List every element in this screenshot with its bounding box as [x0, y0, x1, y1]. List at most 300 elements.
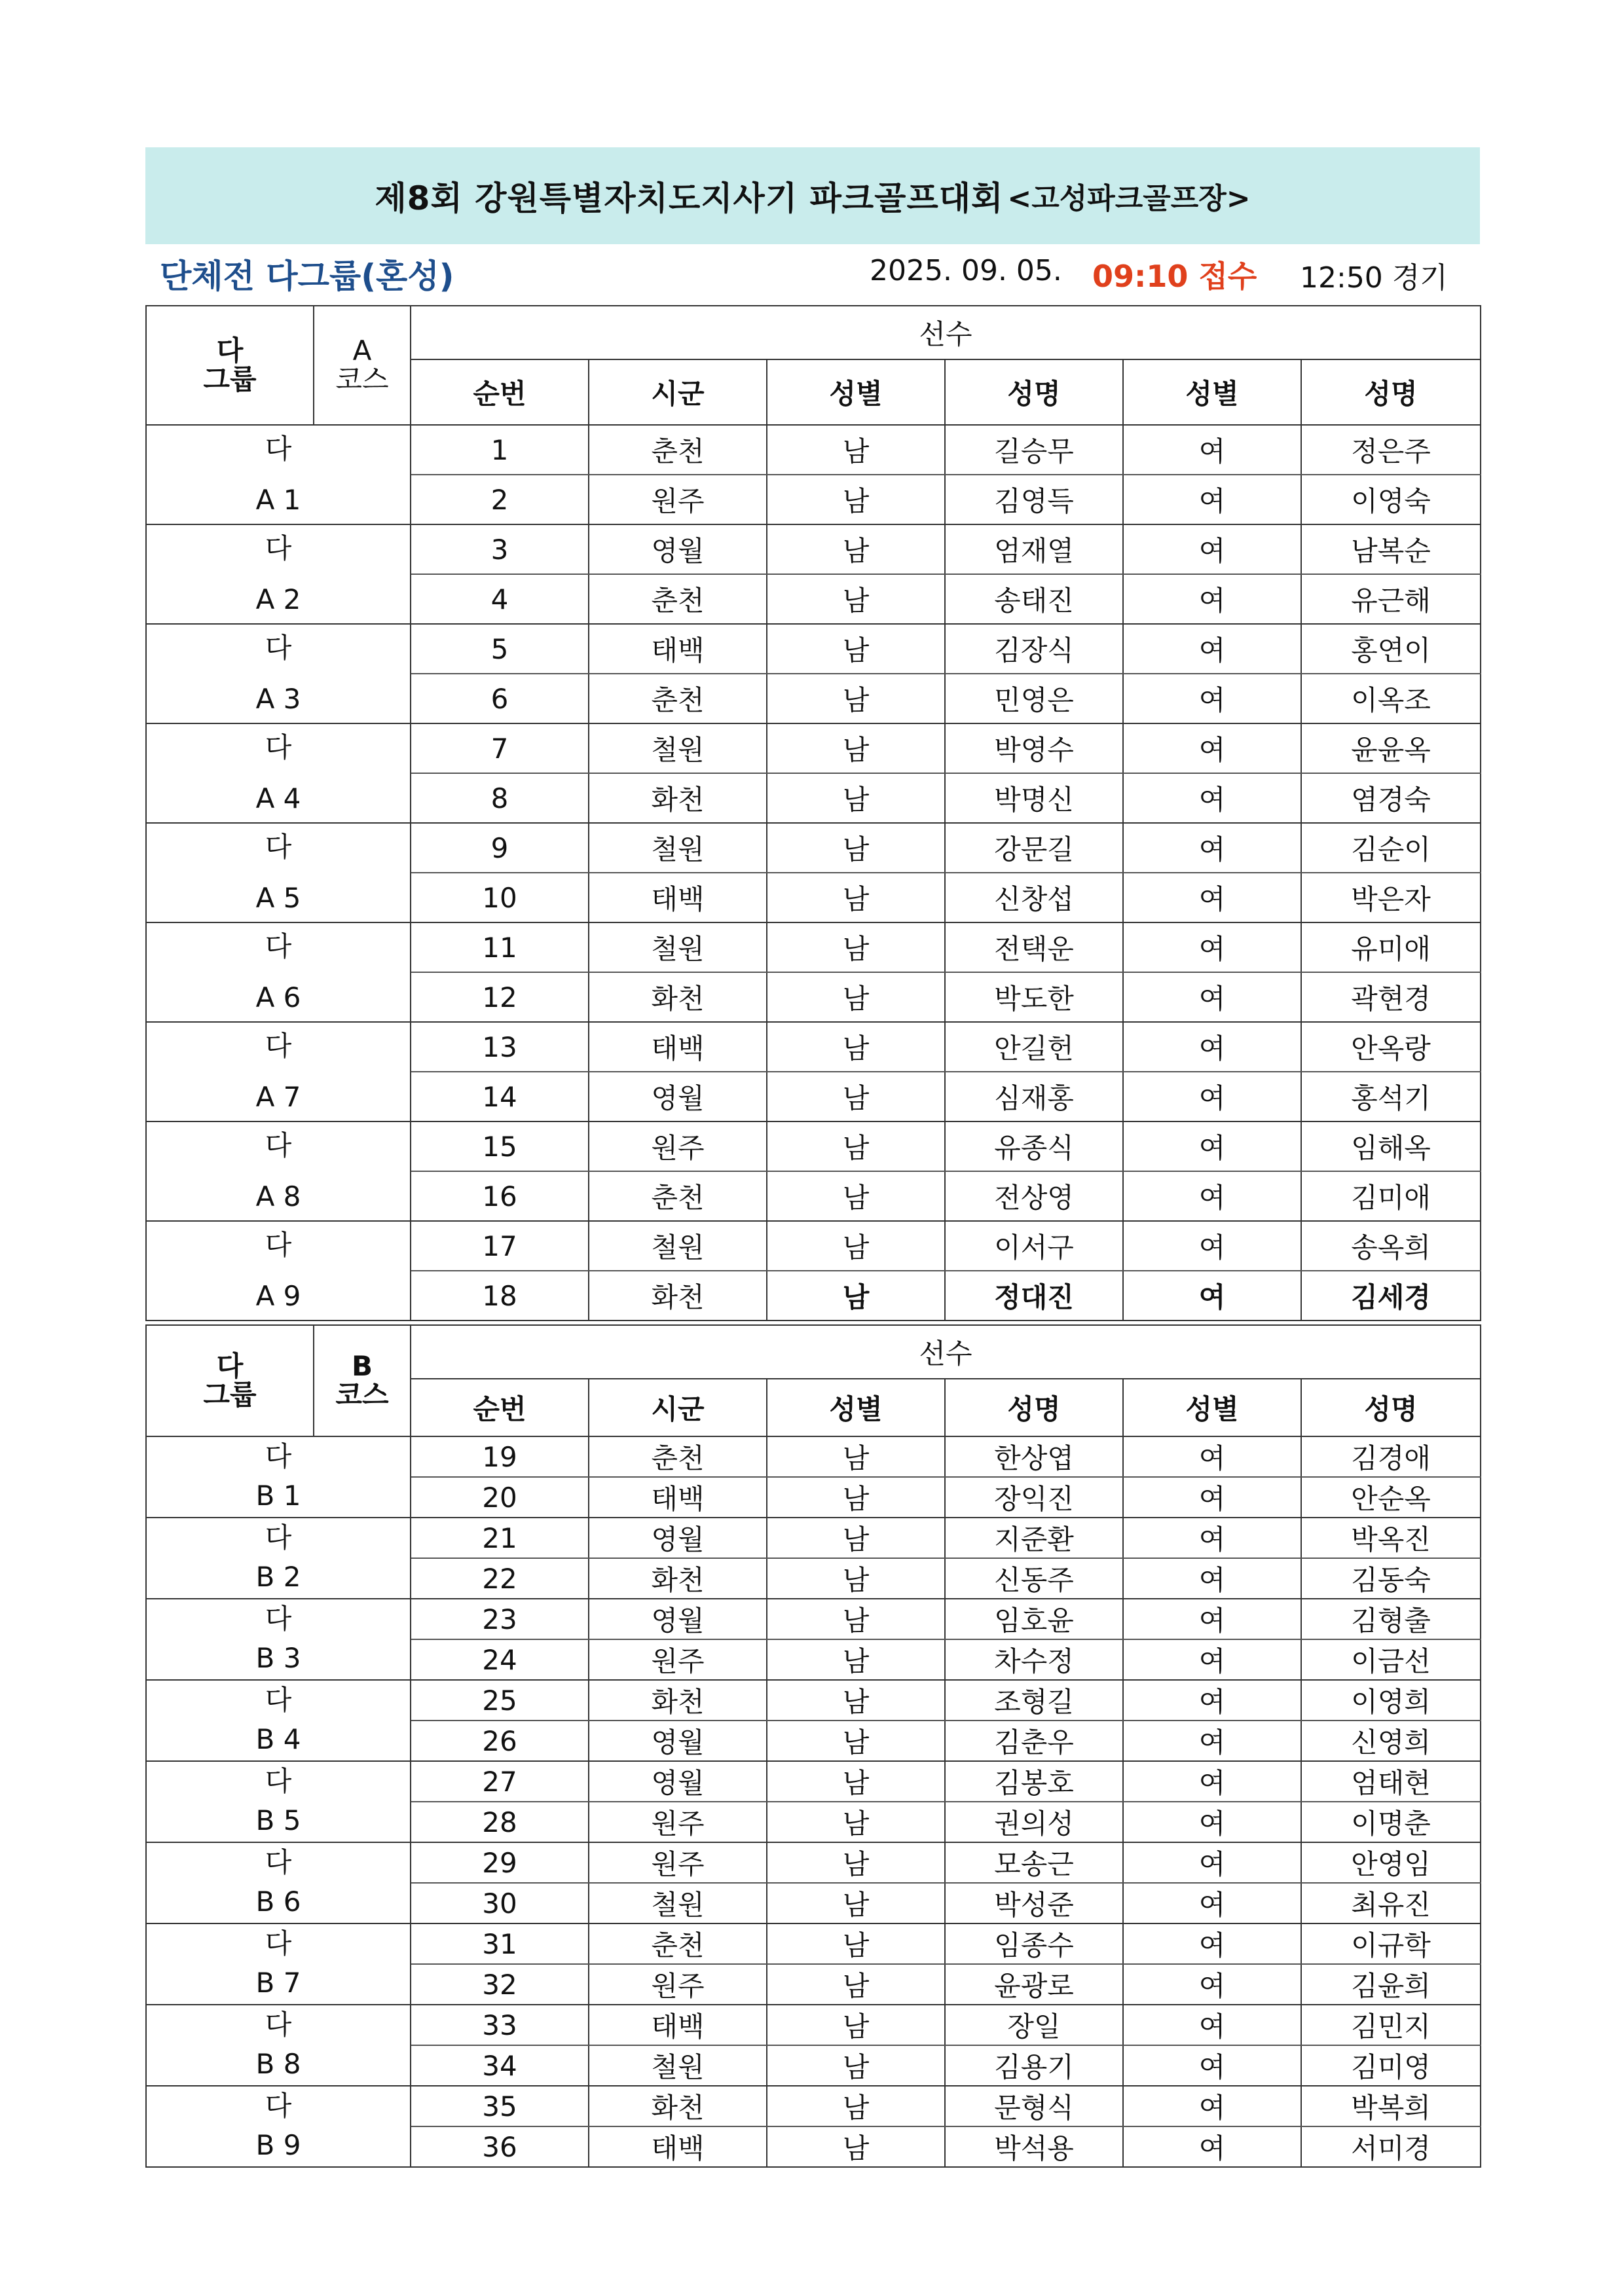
order-cell: 12	[411, 972, 589, 1022]
team-group: 다	[265, 1229, 292, 1261]
gender-cell: 남	[767, 723, 945, 773]
gender-cell: 남	[767, 1558, 945, 1599]
gender-cell: 남	[767, 1436, 945, 1477]
region-cell: 원주	[589, 1842, 767, 1883]
team-code: B 1	[255, 1480, 301, 1512]
gender-cell: 남	[767, 1639, 945, 1680]
name-cell: 김형출	[1301, 1599, 1481, 1639]
name-cell: 이영숙	[1301, 475, 1481, 524]
table-row	[146, 823, 1481, 873]
name-cell: 이서구	[945, 1221, 1123, 1271]
team-group: 다	[265, 831, 292, 863]
region-cell: 영월	[589, 1072, 767, 1121]
order-cell: 6	[411, 674, 589, 723]
region-cell: 춘천	[589, 1171, 767, 1221]
region-cell: 태백	[589, 2126, 767, 2167]
name-cell: 신동주	[945, 1558, 1123, 1599]
name-cell: 신영희	[1301, 1721, 1481, 1761]
name-cell: 박옥진	[1301, 1518, 1481, 1558]
gender-cell: 남	[767, 1680, 945, 1721]
name-cell: 홍석기	[1301, 1072, 1481, 1121]
venue-name: <고성파크골프장>	[1007, 182, 1251, 215]
team-cell	[146, 1518, 411, 1599]
team-code: A 7	[255, 1081, 301, 1113]
name-cell: 엄태현	[1301, 1761, 1481, 1802]
gender-cell: 남	[767, 1171, 945, 1221]
order-cell: 10	[411, 873, 589, 922]
gender-cell: 남	[767, 1761, 945, 1802]
order-cell: 30	[411, 1883, 589, 1923]
name-cell: 박은자	[1301, 873, 1481, 922]
order-cell: 4	[411, 574, 589, 624]
table-row	[146, 1761, 1481, 1802]
gender-cell: 남	[767, 674, 945, 723]
gender-cell: 여	[1123, 475, 1301, 524]
table-row	[146, 2005, 1481, 2045]
gender-cell: 여	[1123, 1221, 1301, 1271]
team-code: A 4	[255, 782, 301, 814]
region-cell: 영월	[589, 1761, 767, 1802]
team-code: A 6	[255, 981, 301, 1013]
gender-cell: 남	[767, 1802, 945, 1842]
team-code: A 8	[255, 1180, 301, 1212]
table-row	[146, 624, 1481, 674]
region-cell: 춘천	[589, 425, 767, 475]
name-cell: 심재홍	[945, 1072, 1123, 1121]
gender-cell: 여	[1123, 624, 1301, 674]
gender-cell: 남	[767, 524, 945, 574]
team-cell	[146, 1022, 411, 1121]
gender-cell: 남	[767, 823, 945, 873]
name-cell: 한상엽	[945, 1436, 1123, 1477]
order-header: 순번	[411, 359, 589, 425]
order-cell: 27	[411, 1761, 589, 1802]
gender-cell: 남	[767, 1923, 945, 1964]
team-group: 다	[265, 2009, 292, 2041]
course-header-label: A 코스	[335, 334, 389, 395]
gender-cell: 여	[1123, 922, 1301, 972]
team-cell	[146, 823, 411, 922]
name-cell: 김봉호	[945, 1761, 1123, 1802]
name-cell: 박도한	[945, 972, 1123, 1022]
gender-cell: 남	[767, 1477, 945, 1518]
name-cell: 안길헌	[945, 1022, 1123, 1072]
name-cell: 윤광로	[945, 1964, 1123, 2005]
region-cell: 태백	[589, 873, 767, 922]
title-banner	[145, 147, 1480, 244]
gender-cell: 남	[767, 922, 945, 972]
gender-cell: 여	[1123, 1477, 1301, 1518]
order-cell: 15	[411, 1121, 589, 1171]
order-cell: 3	[411, 524, 589, 574]
region-cell: 철원	[589, 1883, 767, 1923]
gender-cell: 남	[767, 1883, 945, 1923]
gender-cell: 여	[1123, 823, 1301, 873]
order-cell: 29	[411, 1842, 589, 1883]
name-cell: 안영임	[1301, 1842, 1481, 1883]
gender-cell: 남	[767, 972, 945, 1022]
table-row	[146, 1022, 1481, 1072]
order-cell: 19	[411, 1436, 589, 1477]
gender-cell: 여	[1123, 674, 1301, 723]
order-cell: 5	[411, 624, 589, 674]
name-cell: 장익진	[945, 1477, 1123, 1518]
gender-cell: 남	[767, 1221, 945, 1271]
name-cell: 이명춘	[1301, 1802, 1481, 1842]
gender-cell: 여	[1123, 1558, 1301, 1599]
name-header: 성명	[1301, 359, 1481, 425]
group-title: 단체전 다그룹(혼성)	[160, 257, 454, 295]
team-group: 다	[265, 731, 292, 763]
order-cell: 14	[411, 1072, 589, 1121]
region-cell: 원주	[589, 475, 767, 524]
region-cell: 원주	[589, 1964, 767, 2005]
name-cell: 김미애	[1301, 1171, 1481, 1221]
name-cell: 서미경	[1301, 2126, 1481, 2167]
team-code: B 8	[255, 2048, 301, 2080]
gender-cell: 남	[767, 1964, 945, 2005]
name-cell: 홍연이	[1301, 624, 1481, 674]
name-cell: 염경숙	[1301, 773, 1481, 823]
name-cell: 송태진	[945, 574, 1123, 624]
name-cell: 안옥랑	[1301, 1022, 1481, 1072]
order-cell: 24	[411, 1639, 589, 1680]
team-cell	[146, 2005, 411, 2086]
order-cell: 1	[411, 425, 589, 475]
region-cell: 철원	[589, 2045, 767, 2086]
players-header: 선수	[411, 306, 1481, 359]
team-cell	[146, 922, 411, 1022]
name-cell: 권의성	[945, 1802, 1123, 1842]
name-cell: 지준환	[945, 1518, 1123, 1558]
region-cell: 춘천	[589, 1923, 767, 1964]
gender-cell: 여	[1123, 1072, 1301, 1121]
team-cell	[146, 624, 411, 723]
team-code: B 3	[255, 1642, 301, 1674]
name-cell: 임종수	[945, 1923, 1123, 1964]
gender-cell: 여	[1123, 1121, 1301, 1171]
gender-cell: 남	[767, 425, 945, 475]
order-cell: 9	[411, 823, 589, 873]
course-header	[314, 1325, 411, 1436]
gender-header: 성별	[1123, 359, 1301, 425]
name-cell: 유종식	[945, 1121, 1123, 1171]
name-cell: 임호윤	[945, 1599, 1123, 1639]
table-row	[146, 425, 1481, 475]
name-cell: 김세경	[1301, 1271, 1481, 1321]
order-cell: 26	[411, 1721, 589, 1761]
gender-cell: 여	[1123, 1964, 1301, 2005]
team-code: A 9	[255, 1280, 301, 1312]
gender-cell: 남	[767, 1599, 945, 1639]
team-cell	[146, 1923, 411, 2005]
name-cell: 박영수	[945, 723, 1123, 773]
order-cell: 8	[411, 773, 589, 823]
region-cell: 원주	[589, 1121, 767, 1171]
gender-cell: 여	[1123, 2086, 1301, 2126]
team-code: A 5	[255, 882, 301, 914]
name-cell: 김용기	[945, 2045, 1123, 2086]
region-cell: 철원	[589, 723, 767, 773]
region-cell: 춘천	[589, 674, 767, 723]
team-code: B 4	[255, 1723, 301, 1755]
name-cell: 이금선	[1301, 1639, 1481, 1680]
table-row	[146, 524, 1481, 574]
gender-cell: 여	[1123, 1022, 1301, 1072]
team-code: B 2	[255, 1561, 301, 1593]
order-cell: 7	[411, 723, 589, 773]
name-cell: 정대진	[945, 1271, 1123, 1321]
order-header: 순번	[411, 1379, 589, 1436]
team-cell	[146, 1842, 411, 1923]
team-group: 다	[265, 930, 292, 962]
name-cell: 윤윤옥	[1301, 723, 1481, 773]
order-cell: 20	[411, 1477, 589, 1518]
schedule-header	[160, 250, 1469, 296]
course-header	[314, 306, 411, 425]
name-header: 성명	[945, 1379, 1123, 1436]
gender-cell: 여	[1123, 1680, 1301, 1721]
group-header-label: 다 그룹	[203, 1349, 257, 1411]
name-cell: 모송근	[945, 1842, 1123, 1883]
course-b-table	[145, 1324, 1481, 2168]
team-group: 다	[265, 1030, 292, 1062]
gender-cell: 남	[767, 1121, 945, 1171]
name-cell: 안순옥	[1301, 1477, 1481, 1518]
gender-cell: 여	[1123, 1599, 1301, 1639]
gender-cell: 여	[1123, 1883, 1301, 1923]
team-code: A 1	[255, 484, 301, 516]
order-cell: 11	[411, 922, 589, 972]
region-cell: 화천	[589, 1680, 767, 1721]
gender-cell: 남	[767, 574, 945, 624]
players-header: 선수	[411, 1325, 1481, 1379]
name-header: 성명	[945, 359, 1123, 425]
name-cell: 신창섭	[945, 873, 1123, 922]
name-cell: 송옥희	[1301, 1221, 1481, 1271]
gender-cell: 여	[1123, 1761, 1301, 1802]
gender-cell: 남	[767, 2045, 945, 2086]
gender-cell: 남	[767, 1271, 945, 1321]
table-row	[146, 1121, 1481, 1171]
name-cell: 문형식	[945, 2086, 1123, 2126]
team-group: 다	[265, 1846, 292, 1878]
team-code: B 5	[255, 1804, 301, 1836]
name-cell: 김동숙	[1301, 1558, 1481, 1599]
name-cell: 조형길	[945, 1680, 1123, 1721]
region-cell: 태백	[589, 2005, 767, 2045]
team-group: 다	[265, 1765, 292, 1797]
name-cell: 이옥조	[1301, 674, 1481, 723]
region-cell: 철원	[589, 922, 767, 972]
gender-cell: 여	[1123, 2126, 1301, 2167]
gender-header: 성별	[1123, 1379, 1301, 1436]
region-cell: 화천	[589, 773, 767, 823]
name-cell: 이규학	[1301, 1923, 1481, 1964]
order-cell: 18	[411, 1271, 589, 1321]
name-cell: 곽현경	[1301, 972, 1481, 1022]
region-cell: 화천	[589, 2086, 767, 2126]
gender-cell: 여	[1123, 524, 1301, 574]
game-time: 12:50 경기	[1300, 261, 1448, 295]
order-cell: 23	[411, 1599, 589, 1639]
order-cell: 28	[411, 1802, 589, 1842]
team-group: 다	[265, 1129, 292, 1161]
name-cell: 김춘우	[945, 1721, 1123, 1761]
team-group: 다	[265, 1684, 292, 1716]
group-header-label: 다 그룹	[203, 334, 257, 395]
gender-cell: 여	[1123, 972, 1301, 1022]
table-row	[146, 1436, 1481, 1477]
gender-cell: 남	[767, 2005, 945, 2045]
gender-cell: 여	[1123, 574, 1301, 624]
region-cell: 화천	[589, 972, 767, 1022]
reception-time: 09:10 접수	[1092, 259, 1257, 294]
team-code: B 9	[255, 2129, 301, 2161]
region-header: 시군	[589, 1379, 767, 1436]
name-cell: 유미애	[1301, 922, 1481, 972]
region-cell: 태백	[589, 1022, 767, 1072]
gender-cell: 남	[767, 475, 945, 524]
gender-cell: 여	[1123, 723, 1301, 773]
team-cell	[146, 2086, 411, 2167]
gender-cell: 여	[1123, 1436, 1301, 1477]
order-cell: 25	[411, 1680, 589, 1721]
region-cell: 영월	[589, 1721, 767, 1761]
table-row	[146, 1221, 1481, 1271]
gender-cell: 여	[1123, 1802, 1301, 1842]
team-cell	[146, 425, 411, 524]
gender-cell: 여	[1123, 1923, 1301, 1964]
name-cell: 김경애	[1301, 1436, 1481, 1477]
team-group: 다	[265, 532, 292, 564]
name-cell: 임해옥	[1301, 1121, 1481, 1171]
gender-cell: 남	[767, 2126, 945, 2167]
gender-cell: 여	[1123, 1518, 1301, 1558]
table-row	[146, 1842, 1481, 1883]
name-cell: 남복순	[1301, 524, 1481, 574]
table-row	[146, 723, 1481, 773]
gender-cell: 남	[767, 1072, 945, 1121]
region-cell: 태백	[589, 1477, 767, 1518]
gender-header: 성별	[767, 359, 945, 425]
name-cell: 김민지	[1301, 2005, 1481, 2045]
team-code: B 6	[255, 1886, 301, 1918]
order-cell: 31	[411, 1923, 589, 1964]
gender-cell: 남	[767, 873, 945, 922]
gender-cell: 여	[1123, 425, 1301, 475]
order-cell: 22	[411, 1558, 589, 1599]
name-cell: 김미영	[1301, 2045, 1481, 2086]
gender-cell: 여	[1123, 873, 1301, 922]
name-cell: 차수정	[945, 1639, 1123, 1680]
region-cell: 영월	[589, 1599, 767, 1639]
name-cell: 박성준	[945, 1883, 1123, 1923]
region-cell: 영월	[589, 1518, 767, 1558]
team-cell	[146, 1436, 411, 1518]
region-cell: 원주	[589, 1802, 767, 1842]
gender-cell: 여	[1123, 2005, 1301, 2045]
group-header	[146, 1325, 314, 1436]
gender-cell: 여	[1123, 1271, 1301, 1321]
gender-cell: 여	[1123, 1639, 1301, 1680]
order-cell: 35	[411, 2086, 589, 2126]
name-cell: 박복희	[1301, 2086, 1481, 2126]
table-row	[146, 1923, 1481, 1964]
team-group: 다	[265, 1603, 292, 1635]
name-cell: 김순이	[1301, 823, 1481, 873]
gender-cell: 남	[767, 773, 945, 823]
name-cell: 길승무	[945, 425, 1123, 475]
name-cell: 최유진	[1301, 1883, 1481, 1923]
gender-cell: 여	[1123, 1721, 1301, 1761]
team-code: A 2	[255, 583, 301, 615]
gender-header: 성별	[767, 1379, 945, 1436]
course-header-label: B 코스	[335, 1349, 389, 1411]
team-code: A 3	[255, 683, 301, 715]
name-cell: 김윤희	[1301, 1964, 1481, 2005]
team-cell	[146, 1761, 411, 1842]
region-cell: 태백	[589, 624, 767, 674]
name-cell: 민영은	[945, 674, 1123, 723]
gender-cell: 남	[767, 1518, 945, 1558]
region-cell: 화천	[589, 1271, 767, 1321]
region-cell: 영월	[589, 524, 767, 574]
event-date: 2025. 09. 05.	[870, 254, 1062, 287]
order-cell: 32	[411, 1964, 589, 2005]
name-cell: 박명신	[945, 773, 1123, 823]
order-cell: 2	[411, 475, 589, 524]
team-cell	[146, 1680, 411, 1761]
region-cell: 원주	[589, 1639, 767, 1680]
team-group: 다	[265, 1927, 292, 1959]
region-cell: 화천	[589, 1558, 767, 1599]
order-cell: 34	[411, 2045, 589, 2086]
name-cell: 장일	[945, 2005, 1123, 2045]
name-cell: 유근해	[1301, 574, 1481, 624]
name-header: 성명	[1301, 1379, 1481, 1436]
order-cell: 36	[411, 2126, 589, 2167]
team-cell	[146, 1121, 411, 1221]
gender-cell: 여	[1123, 773, 1301, 823]
name-cell: 김장식	[945, 624, 1123, 674]
order-cell: 17	[411, 1221, 589, 1271]
gender-cell: 남	[767, 2086, 945, 2126]
name-cell: 전택운	[945, 922, 1123, 972]
team-group: 다	[265, 2090, 292, 2122]
table-row	[146, 2086, 1481, 2126]
table-row	[146, 1518, 1481, 1558]
team-code: B 7	[255, 1967, 301, 1999]
region-cell: 춘천	[589, 1436, 767, 1477]
gender-cell: 남	[767, 1721, 945, 1761]
gender-cell: 여	[1123, 1171, 1301, 1221]
gender-cell: 남	[767, 1022, 945, 1072]
team-group: 다	[265, 433, 292, 465]
gender-cell: 남	[767, 624, 945, 674]
team-cell	[146, 1221, 411, 1321]
order-cell: 16	[411, 1171, 589, 1221]
region-cell: 철원	[589, 823, 767, 873]
order-cell: 33	[411, 2005, 589, 2045]
table-row	[146, 1599, 1481, 1639]
name-cell: 김영득	[945, 475, 1123, 524]
name-cell: 엄재열	[945, 524, 1123, 574]
team-group: 다	[265, 1440, 292, 1472]
group-header	[146, 306, 314, 425]
order-cell: 13	[411, 1022, 589, 1072]
name-cell: 정은주	[1301, 425, 1481, 475]
